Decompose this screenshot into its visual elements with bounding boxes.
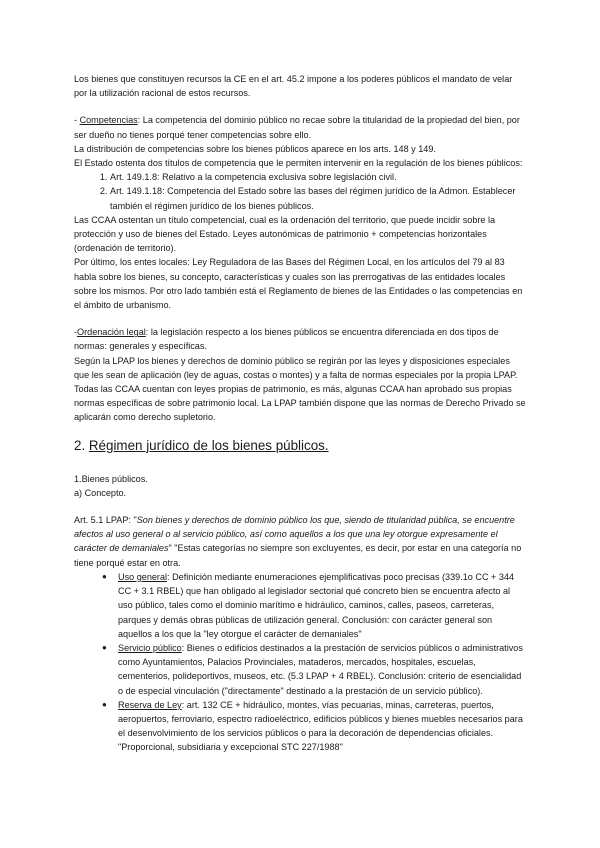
bullet-icon: ● — [102, 642, 107, 652]
category-text: : art. 132 CE + hidráulico, montes, vías pecuarias, minas, carreteras, puertos, aeropuertos, ferroviario, espectro radioeléctrico, edificios públicos y bienes muebles necesarios para el desenvolvimiento de los servicios públicos o para la decoración de dependencias oficiales. "Proporcional, subsidiaria y excepcional STC 227/1988" — [118, 699, 523, 753]
category-item — [102, 641, 526, 698]
competencias-ccaa: Las CCAA ostentan un título competencial, cual es la ordenación del territorio, que puede incidir sobre la protección y uso de bienes del Estado. Leyes autonómicas de patrimonio + competencias horizontales (ordenación de territorio). — [74, 214, 496, 254]
competencias-paragraph — [74, 113, 526, 141]
art51-tail: " "Estas categorías no siempre son excluyentes, es decir, por estar en una categoría no tiene porqué estar en otra. — [74, 543, 522, 568]
competencias-list — [74, 170, 526, 213]
bullet-icon: ● — [102, 571, 107, 581]
intro-paragraph: Los bienes que constituyen recursos la CE en el art. 45.2 impone a los poderes públicos el mandato de velar por la utilización racional de estos recursos. — [74, 74, 513, 99]
competencias-estado: El Estado ostenta dos títulos de competencia que le permiten intervenir en la regulación de los bienes públicos: — [74, 158, 523, 169]
ordenacion-text: : la legislación respecto a los bienes públicos se encuentra diferenciada en dos tipos de normas: generales y específicas. — [74, 327, 499, 352]
competencias-list-item: 2. Art. 149.1.18: Competencia del Estado sobre las bases del régimen jurídico de la Admon. Establecer también el régimen jurídico de los bienes públicos. — [110, 184, 526, 212]
competencias-list-item: 1. Art. 149.1.8: Relativo a la competencia exclusiva sobre legislación civil. — [110, 170, 526, 184]
ordenacion-prefix: - — [74, 327, 78, 338]
bullet-icon: ● — [102, 699, 107, 709]
art51-paragraph — [74, 513, 526, 570]
category-text: : Definición mediante enumeraciones ejemplificativas poco precisas (339.1o CC + 344 CC + 3.1 RBEL) que han obligado al legislador sectorial qué concreto bien se encuentra afecto al uso público, tales como el dominio marítimo e hidráulico, caminos, calles, paseos, carreteras, parques y demás obras públicas de utilización general. Conclusión: con carácter general son aquellos a los que la "ley otorgue el carácter de demaniales" — [118, 571, 515, 639]
subheading-concepto: a) Concepto. — [74, 487, 127, 498]
category-item — [102, 570, 526, 641]
subheading-bienes: 1.Bienes públicos. — [74, 473, 148, 484]
art51-lead: Art. 5.1 LPAP: " — [74, 515, 137, 526]
competencias-distribution: La distribución de competencias sobre los bienes públicos aparece en los arts. 148 y 149. — [74, 143, 436, 154]
ordenacion-title: Ordenación legal — [77, 327, 146, 338]
art51-quote: Son bienes y derechos de dominio público los que, siendo de titularidad pública, se encuentre afectos al uso general o al servicio público, así como aquellos a los que una ley otorgue expresamente el carácter de demaniales — [74, 515, 515, 554]
document-page — [74, 72, 526, 755]
category-title: Servicio público — [118, 642, 182, 653]
competencias-title: Competencias — [79, 115, 138, 126]
ordenacion-paragraph — [74, 325, 526, 353]
competencias-text: : La competencia del dominio público no recae sobre la titularidad de la propiedad del bien, por ser dueño no tienes porqué tener competencias sobre ello. — [74, 115, 520, 140]
ordenacion-lpap: Según la LPAP los bienes y derechos de dominio público se regirán por las leyes y disposiciones especiales que les sean de aplicación (ley de aguas, costas o montes) y a falta de normas especiales por la propia LPAP. — [74, 355, 518, 380]
category-text: : Bienes o edificios destinados a la prestación de servicios públicos o administrativos como Ayuntamientos, Palacios Provinciales, mataderos, mercados, hospitales, escuelas, cementerios, polideportivos, museos, etc. (5.3 LPAP + 4 RBEL). Conclusión: criterio de esencialidad o de especial vinculación ("directamente" destinado a la prestación de un servicio público). — [118, 642, 523, 696]
competencias-prefix: - — [74, 115, 80, 126]
section-heading — [74, 437, 526, 455]
category-title: Reserva de Ley — [118, 699, 182, 710]
category-item — [102, 698, 526, 755]
category-title: Uso general — [118, 571, 168, 582]
category-list — [74, 570, 526, 755]
competencias-locales: Por último, los entes locales: Ley Reguladora de las Bases del Régimen Local, en los artículos del 79 al 83 habla sobre los bienes, su concepto, características y cuales son las prerrogativas de las entidades locales sobre los mismos. Por otro lado también está el Reglamento de bienes de las Entidades o las competencias en el ámbito de urbanismo. — [74, 257, 523, 311]
section-number: 2. — [74, 437, 89, 453]
section-title: Régimen jurídico de los bienes públicos. — [88, 437, 329, 453]
ordenacion-ccaa: Todas las CCAA cuentan con leyes propias de patrimonio, es más, algunas CCAA han aprobado sus propias normas específicas de sobre patrimonio local. La LPAP también dispone que las normas de Derecho Privado se aplicarán como derecho supletorio. — [74, 384, 526, 423]
